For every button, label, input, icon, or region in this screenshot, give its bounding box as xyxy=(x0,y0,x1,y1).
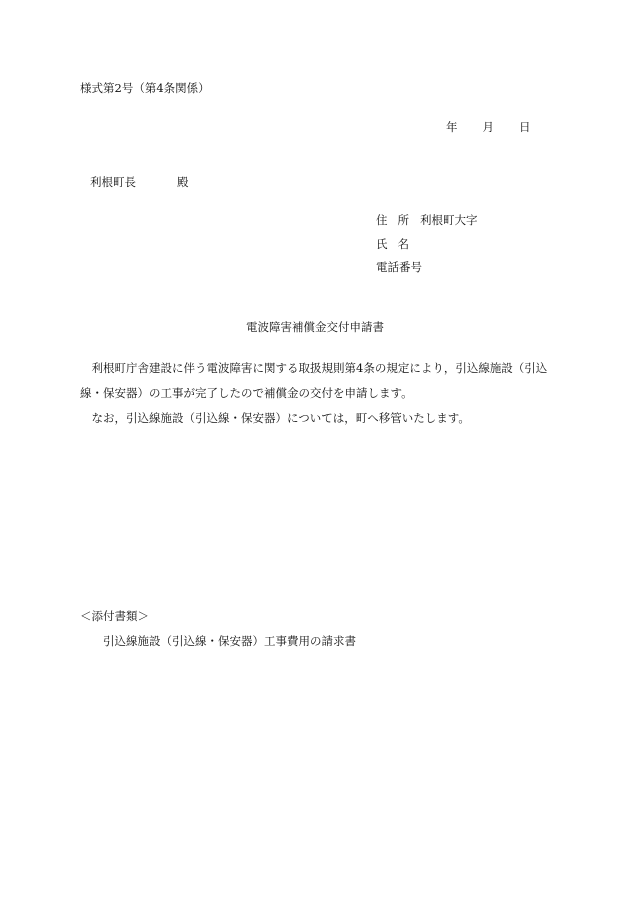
body-paragraph-2-line-1: なお，引込線施設（引込線・保安器）については，町へ移管いたします。 xyxy=(91,411,470,425)
body-paragraph-1-line-1: 利根町庁舎建設に伴う電波障害に関する取扱規則第4条の規定により，引込線施設（引込 xyxy=(91,361,548,375)
addressee-honorific: 殿 xyxy=(177,175,189,189)
name-label: 氏 名 xyxy=(376,236,409,251)
applicant-phone-row xyxy=(376,260,478,284)
body-paragraph-1-cont xyxy=(80,381,560,406)
addressee-name: 利根町長 xyxy=(90,175,136,189)
phone-label: 電話番号 xyxy=(376,260,422,274)
applicant-address-row xyxy=(376,213,478,237)
date-day-label: 日 xyxy=(519,120,531,134)
body-paragraph-1 xyxy=(80,356,560,381)
addressee xyxy=(90,175,189,189)
attachments-heading: ＜添付書類＞ xyxy=(80,609,149,623)
date-line xyxy=(446,120,531,134)
attachment-item: 引込線施設（引込線・保安器）工事費用の請求書 xyxy=(103,634,356,648)
address-label: 住 所 xyxy=(376,213,409,227)
date-year-label: 年 xyxy=(446,120,458,134)
address-value: 利根町大字 xyxy=(420,213,478,227)
body-paragraph-2 xyxy=(80,406,560,431)
body-paragraph-1-line-2: 線・保安器）の工事が完了したので補償金の交付を申請します。 xyxy=(80,386,413,400)
form-number: 様式第2号（第4条関係） xyxy=(80,81,210,95)
applicant-name-row xyxy=(376,237,478,261)
date-month-label: 月 xyxy=(482,120,494,134)
applicant-block xyxy=(376,213,478,284)
document-title: 電波障害補償金交付申請書 xyxy=(246,320,384,334)
body-text xyxy=(80,356,560,431)
